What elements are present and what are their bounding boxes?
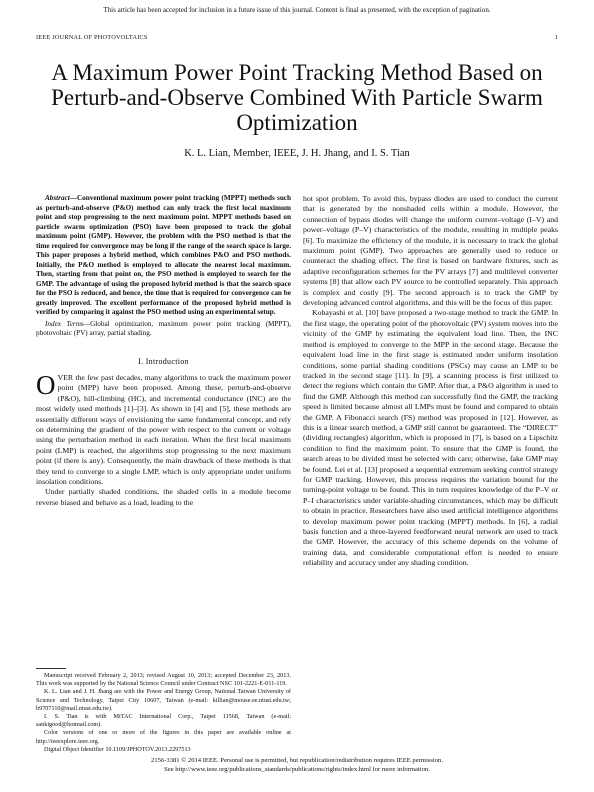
intro-paragraph-1: [36, 369, 291, 487]
permissions-line: See http://www.ieee.org/publications_standards/publications/rights/index.html for more information.: [164, 766, 430, 773]
intro-paragraph-1-text: VER the few past decades, many algorithms to track the maximum power point (MPP) have been proposed. Among these, perturb-and-observe (P&O), hill-climbing (HC), and incremental conductance (INC) are the most widely used methods [1]–[3]. As shown in [4] and [5], these methods are essentially different ways of envisioning the same fundamental concept, and rely on determining the gradient of the power with respect to the current or voltage using the perturbation method in each iteration. When the first local maximum point (LMP) is reached, the algorithms stop progressing to the next maximum point (if there is any). Consequently, the main drawback of these methods is that they tend to converge to a single LMP, which is only appropriate under uniform insolation conditions.: [36, 372, 291, 486]
right-column: [303, 194, 558, 569]
drop-cap: O: [36, 369, 56, 400]
section-heading: I. Introduction: [138, 356, 189, 366]
acceptance-notice: This article has been accepted for inclusion in a future issue of this journal. Content is final as presented, with the exception of pagination.: [103, 6, 491, 14]
footnote-manuscript: Manuscript received February 2, 2013; revised August 10, 2013; accepted December 23, 2013. This work was supported by the National Science Council under Contract NSC 101-2221-E-011-119.: [36, 672, 291, 688]
abstract: [36, 194, 291, 318]
footnote-doi: Digital Object Identifier 10.1109/JPHOTOV.2013.2297513: [44, 745, 191, 753]
index-terms-label: Index Terms—: [45, 319, 91, 328]
footnote-affiliation-2: I. S. Tian is with MiTAC International Corp., Taipei 11568, Taiwan (e-mail: sankigood@hotmail.com).: [36, 713, 291, 729]
intro-paragraph-2: Under partially shaded conditions, the shaded cells in a module become reverse biased and behave as a load, leading to the: [36, 487, 291, 507]
copyright-footer: [0, 756, 594, 774]
footnotes: [36, 668, 291, 754]
running-head: [36, 34, 558, 41]
page-number: 1: [554, 34, 558, 41]
abstract-text: Conventional maximum power point tracking (MPPT) methods such as perturb-and-observe (P&O) method can only track the first local maximum point and stop progressing to the next maximum point. MPPT methods based on particle swarm optimization (PSO) have been proposed to track the global maximum point (GMP). However, the problem with the PSO method is that the time required for convergence may be long if the range of the search space is large. This paper proposes a hybrid method, which combines P&O and PSO methods. Initially, the P&O method is employed to allocate the nearest local maximum. Then, starting from that point on, the PSO method is employed to search for the GMP. The advantage of using the proposed hybrid method is that the search space for the PSO is reduced, and hence, the time that is required for convergence can be greatly improved. The excellent performance of the proposed hybrid method is verified by comparing it against the PSO method using an experimental setup.: [36, 194, 291, 316]
copyright-line: 2156-3381 © 2014 IEEE. Personal use is permitted, but republication/redistribution requires IEEE permission.: [151, 757, 443, 764]
footnote-affiliation-1: K. L. Lian and J. H. Jhang are with the Power and Energy Group, National Taiwan University of Science and Technology, Taipei City 10607, Taiwan (e-mail: killian@mouse.ee.ntust.edu.tw; b9707110@mail.ntust.edu.tw).: [36, 688, 291, 712]
right-paragraph-1: hot spot problem. To avoid this, bypass diodes are used to conduct the current that is generated by the nonshaded cells within a module. However, the connection of bypass diodes will change the uniform current–voltage (I–V) and power–voltage (P–V) characteristics of the module, resulting in multiple peaks [6]. To maximize the efficiency of the module, it is necessary to track the global maximum point (GMP). Two approaches are generally used to reduce or counteract the shading effect. The first is based on hardware fixtures, such as adaptive reconfiguration schemes for the PV arrays [7] and multilevel converter systems [8] that allow each PV source to be controlled separately. This approach is complex and costly [9]. The second approach is to track the GMP by developing advanced control algorithms, and this will be the focus of this paper.: [303, 194, 558, 308]
footnote-color-versions: Color versions of one or more of the figures in this paper are available online at http://ieeexplore.ieee.org.: [36, 729, 291, 745]
left-column: [36, 194, 291, 508]
journal-name: IEEE JOURNAL OF PHOTOVOLTAICS: [36, 34, 148, 41]
author-line: K. L. Lian, Member, IEEE, J. H. Jhang, and I. S. Tian: [184, 148, 410, 159]
index-terms: [36, 320, 291, 339]
right-paragraph-2: Kobayashi et al. [10] have proposed a two-stage method to track the GMP. In the first stage, the operating point of the photovoltaic (PV) system moves into the vicinity of the GMP by estimating the equivalent load line. Then, the INC method is employed to converge to the MPP in the second stage. Because the equivalent load line in the first stage is estimated under uniform insolation conditions, some partial shading conditions (PSCs) may cause an LMP to be tracked in the second stage [11]. In [9], a scanning process is first utilized to detect the regions which contain the GMP. After that, a P&O algorithm is used to find the GMP. Although this method can successfully find the GMP, the tracking speed is limited because almost all LMPs must be found and compared to obtain the GMP. A Fibonacci search (FS) method was proposed in [12]. However, as this is a linear search method, a GMP still cannot be guaranteed. The “DIRECT” (dividing rectangles) algorithm, which is proposed in [7], is based on a Lipschitz condition to find the maximum point. To ensure that the GMP is found, the search areas to be divided must be selected with care; otherwise, fake GMP may be found. Lei et al. [13] proposed a sequential extremum seeking control strategy for GMP tracking. However, this process requires the variation bound for the turning-point voltage to be found. This in turn requires knowledge of the P–V or P–I characteristics under variable-shading circumstances, which may be difficult to obtain in practice. Researchers have also used artificial intelligence algorithms to develop maximum power point tracking (MPPT) methods. In [6], a radial basis function and a three-layered feedforward neural network are used to track the GMP. However, the accuracy of this scheme depends on the volume of training data, and considerable computational effort is needed to ensure reliability and accuracy under any shading condition.: [303, 308, 558, 568]
paper-title: A Maximum Power Point Tracking Method Based on Perturb-and-Observe Combined With Particle Swarm Optimization: [51, 60, 543, 135]
index-terms-text: Global optimization, maximum power point tracking (MPPT), photovoltaic (PV) array, partial shading.: [36, 319, 291, 337]
abstract-label: Abstract—: [45, 194, 77, 202]
footnote-rule: [36, 668, 66, 669]
